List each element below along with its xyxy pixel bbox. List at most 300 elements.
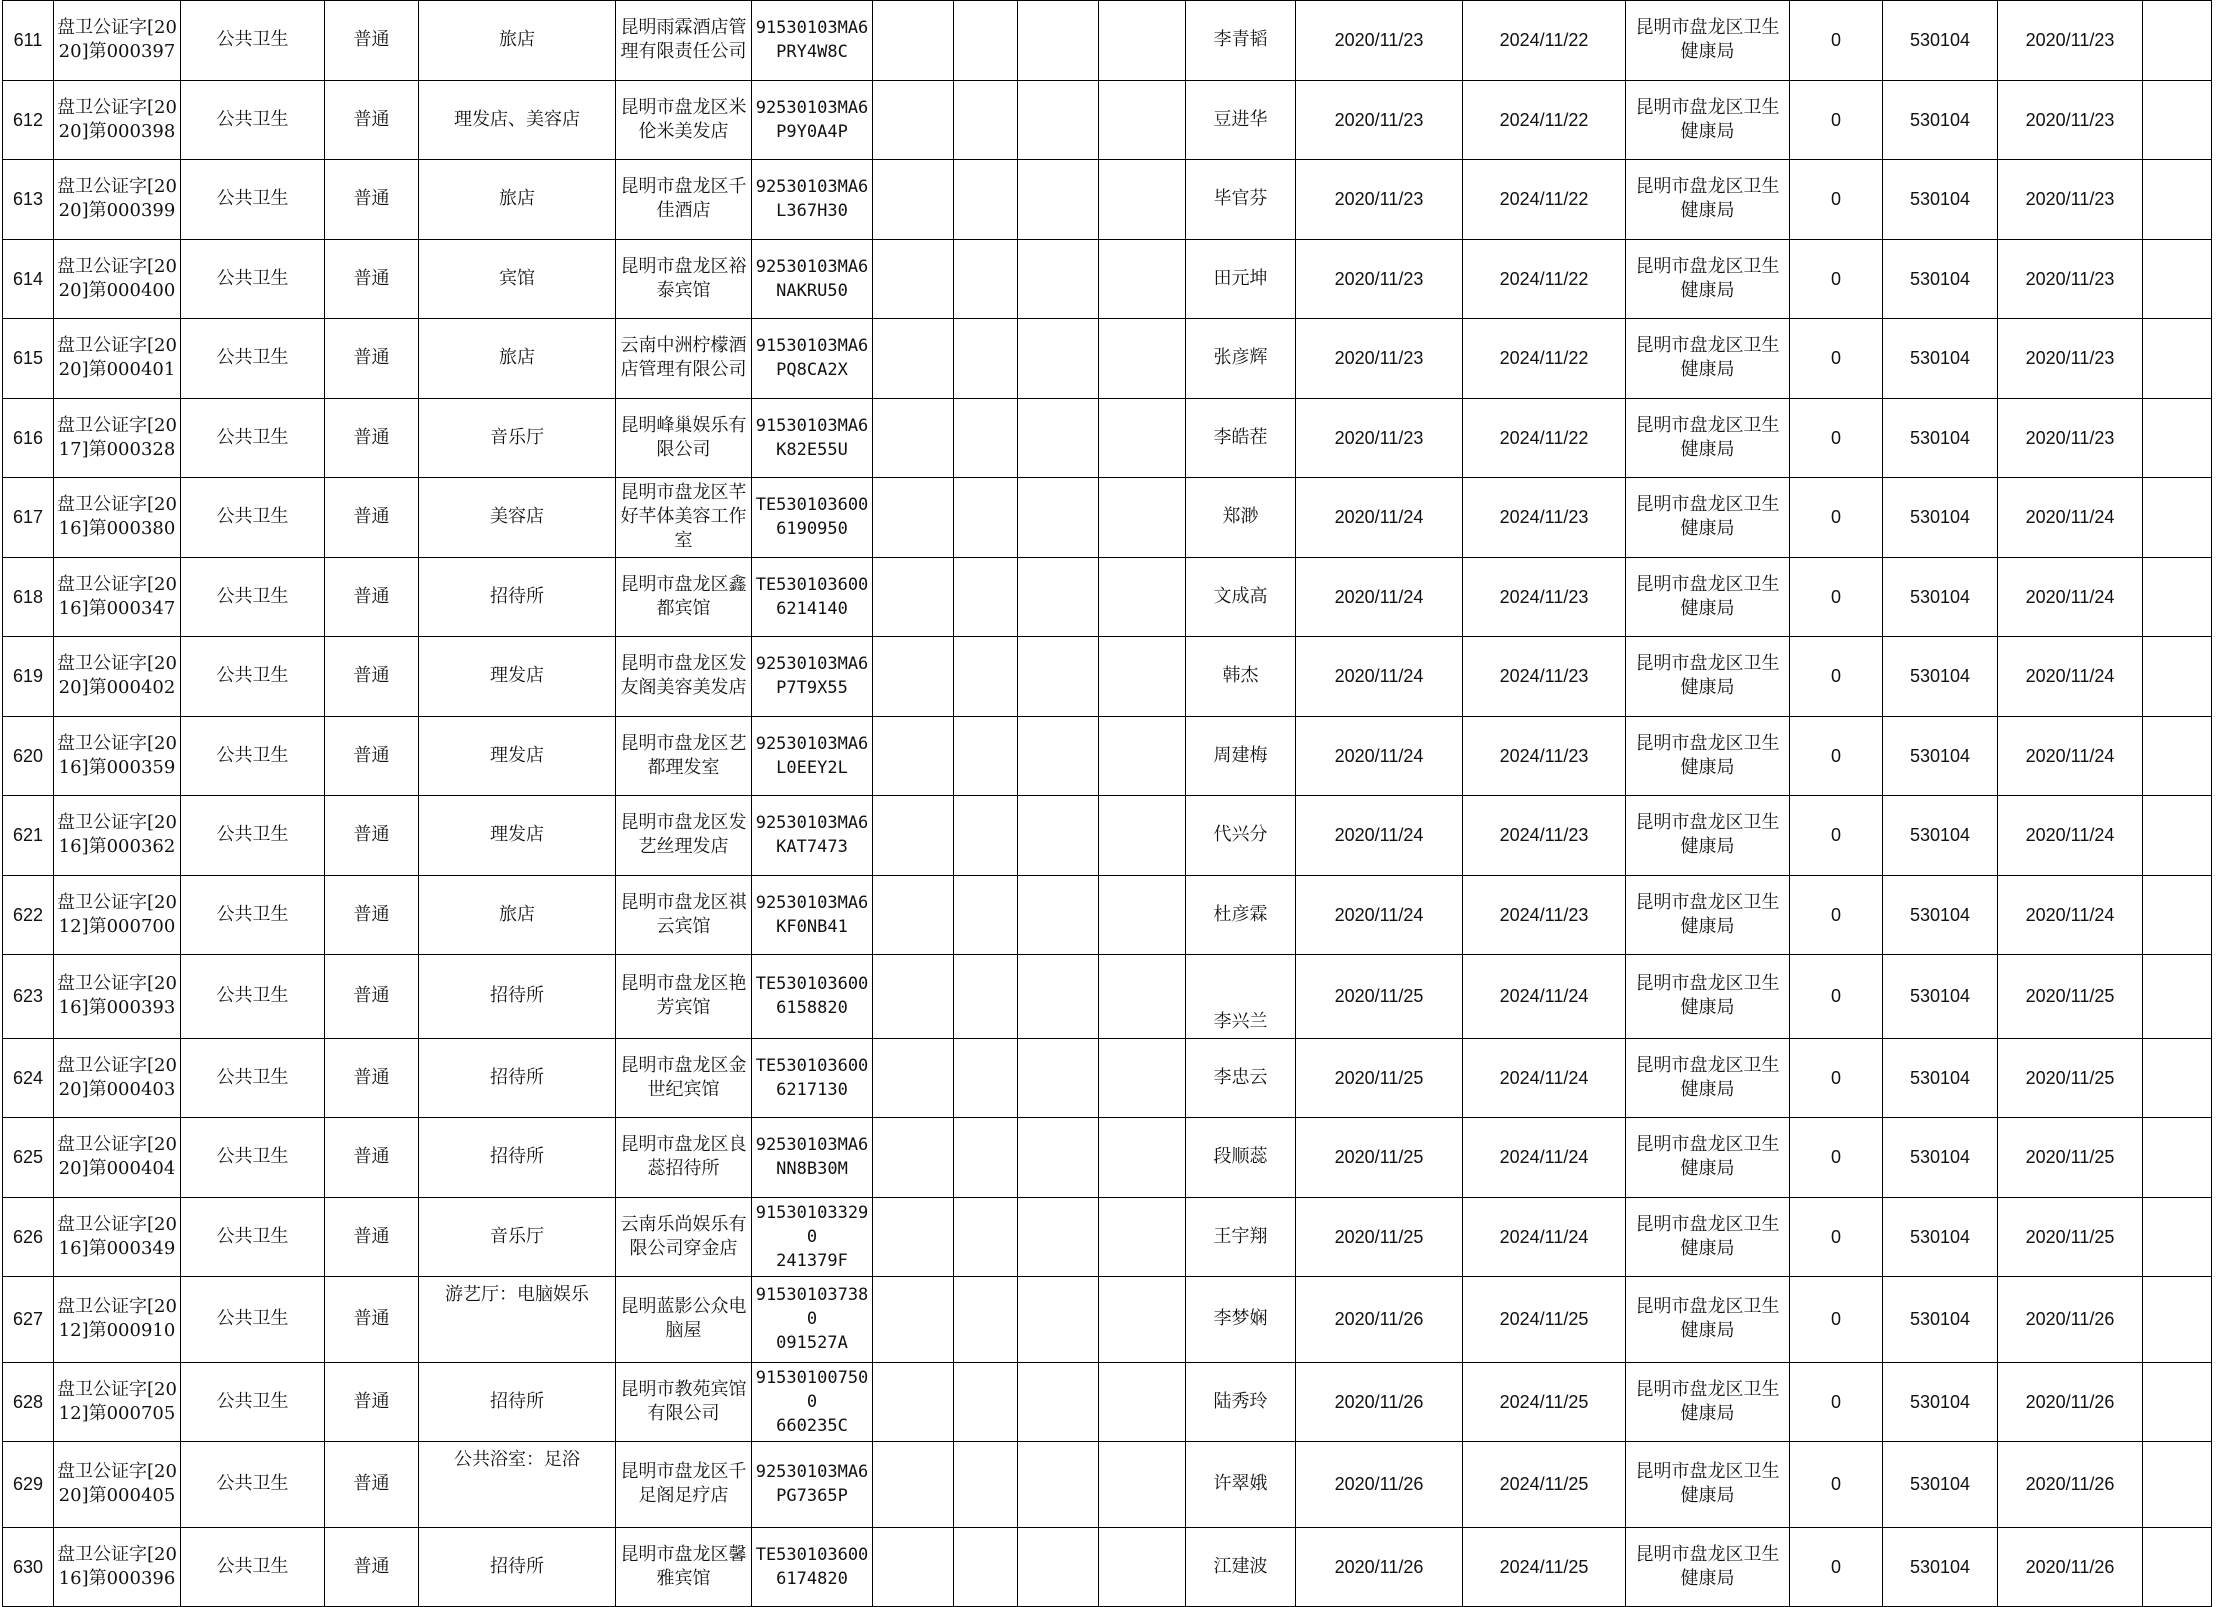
business-name-cell: 昆明市盘龙区馨雅宾馆 <box>616 1527 752 1607</box>
empty-cell <box>2143 1277 2212 1363</box>
credit-code-line-1: 915301037380 <box>755 1285 869 1330</box>
status-code-cell: 0 <box>1790 478 1883 558</box>
legal-person-cell: 文成高 <box>1186 557 1296 637</box>
credit-code-line-2: 6174820 <box>776 1568 848 1589</box>
permit-number: 盘卫公证字[2020]第000400 <box>54 239 181 319</box>
business-type-cell: 旅店 <box>419 1 616 81</box>
status-code-cell: 0 <box>1790 1118 1883 1198</box>
credit-code-cell <box>752 1 873 81</box>
legal-person-cell: 王宇翔 <box>1186 1197 1296 1277</box>
expiry-date-cell: 2024/11/23 <box>1463 557 1626 637</box>
row-number: 628 <box>3 1362 54 1442</box>
empty-cell <box>1018 796 1099 876</box>
credit-code-cell <box>752 875 873 955</box>
empty-cell <box>873 398 954 478</box>
credit-code-cell <box>752 1362 873 1442</box>
credit-code-cell <box>752 1277 873 1363</box>
authority-cell: 昆明市盘龙区卫生健康局 <box>1626 796 1790 876</box>
status-code-cell: 0 <box>1790 955 1883 1039</box>
empty-cell <box>954 160 1018 240</box>
expiry-date-cell: 2024/11/24 <box>1463 1118 1626 1198</box>
credit-code-line-1: 92530103MA6 <box>755 256 869 277</box>
level-cell: 普通 <box>325 1118 419 1198</box>
permit-number: 盘卫公证字[2020]第000398 <box>54 80 181 160</box>
level-cell: 普通 <box>325 160 419 240</box>
row-number: 630 <box>3 1527 54 1607</box>
area-code-cell: 530104 <box>1883 478 1998 558</box>
empty-cell <box>954 716 1018 796</box>
credit-code-cell <box>752 1118 873 1198</box>
empty-cell <box>1099 1277 1186 1363</box>
status-code-cell: 0 <box>1790 239 1883 319</box>
category-cell: 公共卫生 <box>181 1442 325 1528</box>
update-date-cell: 2020/11/24 <box>1998 557 2143 637</box>
level-cell: 普通 <box>325 398 419 478</box>
row-number: 617 <box>3 478 54 558</box>
status-code-cell: 0 <box>1790 716 1883 796</box>
empty-cell <box>954 637 1018 717</box>
business-name-cell: 昆明蓝影公众电脑屋 <box>616 1277 752 1363</box>
table-row <box>3 319 2212 399</box>
empty-cell <box>1018 1527 1099 1607</box>
row-number: 615 <box>3 319 54 399</box>
category-cell: 公共卫生 <box>181 796 325 876</box>
empty-cell <box>873 716 954 796</box>
authority-cell: 昆明市盘龙区卫生健康局 <box>1626 1527 1790 1607</box>
empty-cell <box>2143 478 2212 558</box>
credit-code-line-1: TE530103600 <box>755 574 869 595</box>
table-row <box>3 1362 2212 1442</box>
level-cell: 普通 <box>325 319 419 399</box>
level-cell: 普通 <box>325 1362 419 1442</box>
empty-cell <box>873 239 954 319</box>
area-code-cell: 530104 <box>1883 80 1998 160</box>
table-row <box>3 1118 2212 1198</box>
category-cell: 公共卫生 <box>181 1362 325 1442</box>
empty-cell <box>1018 637 1099 717</box>
credit-code-line-1: 92530103MA6 <box>755 97 869 118</box>
empty-cell <box>2143 1527 2212 1607</box>
business-type-cell: 音乐厅 <box>419 1197 616 1277</box>
update-date-cell: 2020/11/23 <box>1998 398 2143 478</box>
authority-cell: 昆明市盘龙区卫生健康局 <box>1626 1442 1790 1528</box>
update-date-cell: 2020/11/24 <box>1998 875 2143 955</box>
authority-cell: 昆明市盘龙区卫生健康局 <box>1626 80 1790 160</box>
business-type-cell: 理发店、美容店 <box>419 80 616 160</box>
status-code-cell: 0 <box>1790 319 1883 399</box>
business-name-cell: 昆明市盘龙区裕泰宾馆 <box>616 239 752 319</box>
row-number: 622 <box>3 875 54 955</box>
level-cell: 普通 <box>325 557 419 637</box>
credit-code-line-1: 915301007500 <box>755 1367 869 1412</box>
area-code-cell: 530104 <box>1883 398 1998 478</box>
business-type-cell: 招待所 <box>419 1038 616 1118</box>
expiry-date-cell: 2024/11/24 <box>1463 955 1626 1039</box>
credit-code-line-1: TE530103600 <box>755 1544 869 1565</box>
business-name-cell: 云南中洲柠檬酒店管理有限公司 <box>616 319 752 399</box>
row-number: 614 <box>3 239 54 319</box>
legal-person-cell: 豆进华 <box>1186 80 1296 160</box>
legal-person-cell: 李忠云 <box>1186 1038 1296 1118</box>
level-cell: 普通 <box>325 1277 419 1363</box>
table-body <box>3 1 2212 1607</box>
area-code-cell: 530104 <box>1883 239 1998 319</box>
table-row <box>3 160 2212 240</box>
legal-person-cell: 田元坤 <box>1186 239 1296 319</box>
empty-cell <box>1099 716 1186 796</box>
table-row <box>3 796 2212 876</box>
credit-code-line-2: 6158820 <box>776 998 848 1019</box>
permit-number: 盘卫公证字[2020]第000405 <box>54 1442 181 1528</box>
empty-cell <box>1099 1442 1186 1528</box>
credit-code-line-1: 915301033290 <box>755 1202 869 1247</box>
business-type-cell: 旅店 <box>419 160 616 240</box>
row-number: 625 <box>3 1118 54 1198</box>
empty-cell <box>1018 398 1099 478</box>
table-row <box>3 1277 2212 1363</box>
table-row <box>3 557 2212 637</box>
authority-cell: 昆明市盘龙区卫生健康局 <box>1626 557 1790 637</box>
business-name-cell: 昆明市盘龙区良蕊招待所 <box>616 1118 752 1198</box>
permit-number: 盘卫公证字[2016]第000347 <box>54 557 181 637</box>
status-code-cell: 0 <box>1790 1277 1883 1363</box>
empty-cell <box>873 160 954 240</box>
credit-code-line-1: 92530103MA6 <box>755 1462 869 1483</box>
business-name-cell: 昆明市盘龙区祺云宾馆 <box>616 875 752 955</box>
category-cell: 公共卫生 <box>181 80 325 160</box>
update-date-cell: 2020/11/23 <box>1998 239 2143 319</box>
level-cell: 普通 <box>325 1197 419 1277</box>
credit-code-line-2: NN8B30M <box>776 1159 848 1180</box>
issue-date-cell: 2020/11/23 <box>1296 398 1463 478</box>
empty-cell <box>1099 637 1186 717</box>
level-cell: 普通 <box>325 1527 419 1607</box>
business-type-cell: 招待所 <box>419 557 616 637</box>
empty-cell <box>1099 1118 1186 1198</box>
empty-cell <box>1099 160 1186 240</box>
issue-date-cell: 2020/11/23 <box>1296 160 1463 240</box>
authority-cell: 昆明市盘龙区卫生健康局 <box>1626 478 1790 558</box>
empty-cell <box>1018 239 1099 319</box>
expiry-date-cell: 2024/11/23 <box>1463 478 1626 558</box>
authority-cell: 昆明市盘龙区卫生健康局 <box>1626 1038 1790 1118</box>
legal-person-cell: 陆秀玲 <box>1186 1362 1296 1442</box>
table-row <box>3 80 2212 160</box>
status-code-cell: 0 <box>1790 1442 1883 1528</box>
empty-cell <box>954 1038 1018 1118</box>
row-number: 613 <box>3 160 54 240</box>
row-number: 612 <box>3 80 54 160</box>
permit-number: 盘卫公证字[2020]第000403 <box>54 1038 181 1118</box>
area-code-cell: 530104 <box>1883 796 1998 876</box>
empty-cell <box>1018 1038 1099 1118</box>
empty-cell <box>1018 160 1099 240</box>
credit-code-cell <box>752 955 873 1039</box>
level-cell: 普通 <box>325 1038 419 1118</box>
permit-number: 盘卫公证字[2012]第000910 <box>54 1277 181 1363</box>
issue-date-cell: 2020/11/24 <box>1296 716 1463 796</box>
credit-code-line-1: 92530103MA6 <box>755 1135 869 1156</box>
credit-code-cell <box>752 796 873 876</box>
table-row <box>3 1442 2212 1528</box>
expiry-date-cell: 2024/11/25 <box>1463 1277 1626 1363</box>
empty-cell <box>954 1527 1018 1607</box>
authority-cell: 昆明市盘龙区卫生健康局 <box>1626 1118 1790 1198</box>
permit-number: 盘卫公证字[2020]第000404 <box>54 1118 181 1198</box>
area-code-cell: 530104 <box>1883 1527 1998 1607</box>
category-cell: 公共卫生 <box>181 1527 325 1607</box>
update-date-cell: 2020/11/26 <box>1998 1362 2143 1442</box>
expiry-date-cell: 2024/11/25 <box>1463 1362 1626 1442</box>
empty-cell <box>2143 80 2212 160</box>
empty-cell <box>1018 1362 1099 1442</box>
empty-cell <box>2143 239 2212 319</box>
business-name-cell: 昆明市盘龙区芊好芊体美容工作室 <box>616 478 752 558</box>
legal-person-cell: 江建波 <box>1186 1527 1296 1607</box>
credit-code-line-2: L367H30 <box>776 201 848 222</box>
row-number: 626 <box>3 1197 54 1277</box>
business-type-cell: 旅店 <box>419 875 616 955</box>
empty-cell <box>873 478 954 558</box>
issue-date-cell: 2020/11/23 <box>1296 319 1463 399</box>
empty-cell <box>954 1362 1018 1442</box>
category-cell: 公共卫生 <box>181 478 325 558</box>
empty-cell <box>954 80 1018 160</box>
legal-person-cell: 郑渺 <box>1186 478 1296 558</box>
empty-cell <box>1099 80 1186 160</box>
empty-cell <box>1099 875 1186 955</box>
category-cell: 公共卫生 <box>181 1197 325 1277</box>
table-row <box>3 955 2212 1039</box>
empty-cell <box>1099 796 1186 876</box>
empty-cell <box>954 796 1018 876</box>
credit-code-line-1: 91530103MA6 <box>755 18 869 39</box>
legal-person-cell: 周建梅 <box>1186 716 1296 796</box>
empty-cell <box>954 398 1018 478</box>
permit-number: 盘卫公证字[2016]第000393 <box>54 955 181 1039</box>
update-date-cell: 2020/11/25 <box>1998 1038 2143 1118</box>
business-name-cell: 昆明市盘龙区金世纪宾馆 <box>616 1038 752 1118</box>
authority-cell: 昆明市盘龙区卫生健康局 <box>1626 239 1790 319</box>
legal-person-cell: 许翠娥 <box>1186 1442 1296 1528</box>
permit-table <box>2 0 2212 1607</box>
category-cell: 公共卫生 <box>181 239 325 319</box>
area-code-cell: 530104 <box>1883 1362 1998 1442</box>
business-name-cell: 云南乐尚娱乐有限公司穿金店 <box>616 1197 752 1277</box>
empty-cell <box>954 1118 1018 1198</box>
empty-cell <box>2143 716 2212 796</box>
update-date-cell: 2020/11/23 <box>1998 1 2143 81</box>
permit-number: 盘卫公证字[2020]第000399 <box>54 160 181 240</box>
expiry-date-cell: 2024/11/24 <box>1463 1197 1626 1277</box>
row-number: 618 <box>3 557 54 637</box>
empty-cell <box>2143 1 2212 81</box>
empty-cell <box>873 1197 954 1277</box>
authority-cell: 昆明市盘龙区卫生健康局 <box>1626 875 1790 955</box>
table-row <box>3 1197 2212 1277</box>
empty-cell <box>2143 398 2212 478</box>
issue-date-cell: 2020/11/24 <box>1296 478 1463 558</box>
level-cell: 普通 <box>325 1442 419 1528</box>
issue-date-cell: 2020/11/26 <box>1296 1362 1463 1442</box>
table-row <box>3 875 2212 955</box>
issue-date-cell: 2020/11/24 <box>1296 637 1463 717</box>
credit-code-cell <box>752 398 873 478</box>
business-name-cell: 昆明市盘龙区千佳酒店 <box>616 160 752 240</box>
business-type-cell: 招待所 <box>419 955 616 1039</box>
authority-cell: 昆明市盘龙区卫生健康局 <box>1626 1197 1790 1277</box>
empty-cell <box>873 1038 954 1118</box>
authority-cell: 昆明市盘龙区卫生健康局 <box>1626 319 1790 399</box>
issue-date-cell: 2020/11/23 <box>1296 80 1463 160</box>
issue-date-cell: 2020/11/26 <box>1296 1442 1463 1528</box>
business-name-cell: 昆明市盘龙区千足阁足疗店 <box>616 1442 752 1528</box>
authority-cell: 昆明市盘龙区卫生健康局 <box>1626 1277 1790 1363</box>
category-cell: 公共卫生 <box>181 716 325 796</box>
permit-number: 盘卫公证字[2012]第000705 <box>54 1362 181 1442</box>
permit-number: 盘卫公证字[2016]第000362 <box>54 796 181 876</box>
row-number: 629 <box>3 1442 54 1528</box>
status-code-cell: 0 <box>1790 875 1883 955</box>
empty-cell <box>873 1442 954 1528</box>
status-code-cell: 0 <box>1790 1 1883 81</box>
business-type-cell: 音乐厅 <box>419 398 616 478</box>
empty-cell <box>1099 955 1186 1039</box>
empty-cell <box>954 557 1018 637</box>
empty-cell <box>1018 716 1099 796</box>
permit-number: 盘卫公证字[2016]第000380 <box>54 478 181 558</box>
empty-cell <box>1018 557 1099 637</box>
legal-person-cell: 毕官芬 <box>1186 160 1296 240</box>
credit-code-line-2: 6217130 <box>776 1079 848 1100</box>
legal-person-cell: 李梦娴 <box>1186 1277 1296 1363</box>
status-code-cell: 0 <box>1790 398 1883 478</box>
status-code-cell: 0 <box>1790 160 1883 240</box>
business-type-cell: 宾馆 <box>419 239 616 319</box>
issue-date-cell: 2020/11/23 <box>1296 239 1463 319</box>
legal-person-cell: 杜彦霖 <box>1186 875 1296 955</box>
table-row <box>3 398 2212 478</box>
credit-code-line-1: TE530103600 <box>755 495 869 516</box>
business-name-cell: 昆明市教苑宾馆有限公司 <box>616 1362 752 1442</box>
category-cell: 公共卫生 <box>181 1277 325 1363</box>
category-cell: 公共卫生 <box>181 160 325 240</box>
empty-cell <box>1099 1 1186 81</box>
update-date-cell: 2020/11/26 <box>1998 1277 2143 1363</box>
level-cell: 普通 <box>325 80 419 160</box>
category-cell: 公共卫生 <box>181 1118 325 1198</box>
empty-cell <box>1099 557 1186 637</box>
authority-cell: 昆明市盘龙区卫生健康局 <box>1626 160 1790 240</box>
business-type-cell: 理发店 <box>419 716 616 796</box>
update-date-cell: 2020/11/23 <box>1998 319 2143 399</box>
empty-cell <box>2143 796 2212 876</box>
empty-cell <box>873 1118 954 1198</box>
empty-cell <box>873 557 954 637</box>
empty-cell <box>1099 319 1186 399</box>
area-code-cell: 530104 <box>1883 1442 1998 1528</box>
empty-cell <box>954 239 1018 319</box>
credit-code-line-2: 6190950 <box>776 519 848 540</box>
issue-date-cell: 2020/11/26 <box>1296 1277 1463 1363</box>
empty-cell <box>1099 1362 1186 1442</box>
category-cell: 公共卫生 <box>181 557 325 637</box>
empty-cell <box>2143 1038 2212 1118</box>
credit-code-line-2: PQ8CA2X <box>776 360 848 381</box>
expiry-date-cell: 2024/11/22 <box>1463 80 1626 160</box>
credit-code-cell <box>752 239 873 319</box>
credit-code-line-2: 660235C <box>776 1415 848 1436</box>
credit-code-line-2: 091527A <box>776 1333 848 1354</box>
business-type-cell: 招待所 <box>419 1527 616 1607</box>
area-code-cell: 530104 <box>1883 319 1998 399</box>
issue-date-cell: 2020/11/24 <box>1296 557 1463 637</box>
category-cell: 公共卫生 <box>181 1038 325 1118</box>
level-cell: 普通 <box>325 716 419 796</box>
row-number: 621 <box>3 796 54 876</box>
status-code-cell: 0 <box>1790 1362 1883 1442</box>
business-name-cell: 昆明市盘龙区发艺丝理发店 <box>616 796 752 876</box>
empty-cell <box>2143 1197 2212 1277</box>
row-number: 611 <box>3 1 54 81</box>
expiry-date-cell: 2024/11/22 <box>1463 319 1626 399</box>
area-code-cell: 530104 <box>1883 716 1998 796</box>
credit-code-line-2: NAKRU50 <box>776 280 848 301</box>
empty-cell <box>1018 478 1099 558</box>
business-type-cell: 公共浴室：足浴 <box>419 1442 616 1528</box>
update-date-cell: 2020/11/25 <box>1998 1197 2143 1277</box>
legal-person-cell: 韩杰 <box>1186 637 1296 717</box>
empty-cell <box>1018 1118 1099 1198</box>
area-code-cell: 530104 <box>1883 1 1998 81</box>
area-code-cell: 530104 <box>1883 557 1998 637</box>
table-row <box>3 637 2212 717</box>
empty-cell <box>954 955 1018 1039</box>
table-row <box>3 716 2212 796</box>
permit-number: 盘卫公证字[2016]第000396 <box>54 1527 181 1607</box>
area-code-cell: 530104 <box>1883 1118 1998 1198</box>
business-name-cell: 昆明雨霖酒店管理有限责任公司 <box>616 1 752 81</box>
area-code-cell: 530104 <box>1883 1277 1998 1363</box>
empty-cell <box>1099 239 1186 319</box>
expiry-date-cell: 2024/11/23 <box>1463 716 1626 796</box>
business-name-cell: 昆明市盘龙区艳芳宾馆 <box>616 955 752 1039</box>
category-cell: 公共卫生 <box>181 398 325 478</box>
empty-cell <box>1018 1197 1099 1277</box>
table-row <box>3 1038 2212 1118</box>
row-number: 620 <box>3 716 54 796</box>
credit-code-cell <box>752 1197 873 1277</box>
business-type-cell: 招待所 <box>419 1362 616 1442</box>
credit-code-line-2: L0EEY2L <box>776 757 848 778</box>
credit-code-line-2: 241379F <box>776 1250 848 1271</box>
category-cell: 公共卫生 <box>181 1 325 81</box>
business-name-cell: 昆明峰巢娱乐有限公司 <box>616 398 752 478</box>
update-date-cell: 2020/11/24 <box>1998 716 2143 796</box>
business-type-cell: 游艺厅：电脑娱乐 <box>419 1277 616 1363</box>
empty-cell <box>873 1 954 81</box>
credit-code-line-1: 92530103MA6 <box>755 733 869 754</box>
update-date-cell: 2020/11/26 <box>1998 1527 2143 1607</box>
permit-number: 盘卫公证字[2016]第000349 <box>54 1197 181 1277</box>
empty-cell <box>1099 398 1186 478</box>
legal-person-cell: 李青韬 <box>1186 1 1296 81</box>
business-type-cell: 理发店 <box>419 637 616 717</box>
credit-code-line-1: 92530103MA6 <box>755 813 869 834</box>
expiry-date-cell: 2024/11/25 <box>1463 1527 1626 1607</box>
empty-cell <box>2143 637 2212 717</box>
update-date-cell: 2020/11/26 <box>1998 1442 2143 1528</box>
